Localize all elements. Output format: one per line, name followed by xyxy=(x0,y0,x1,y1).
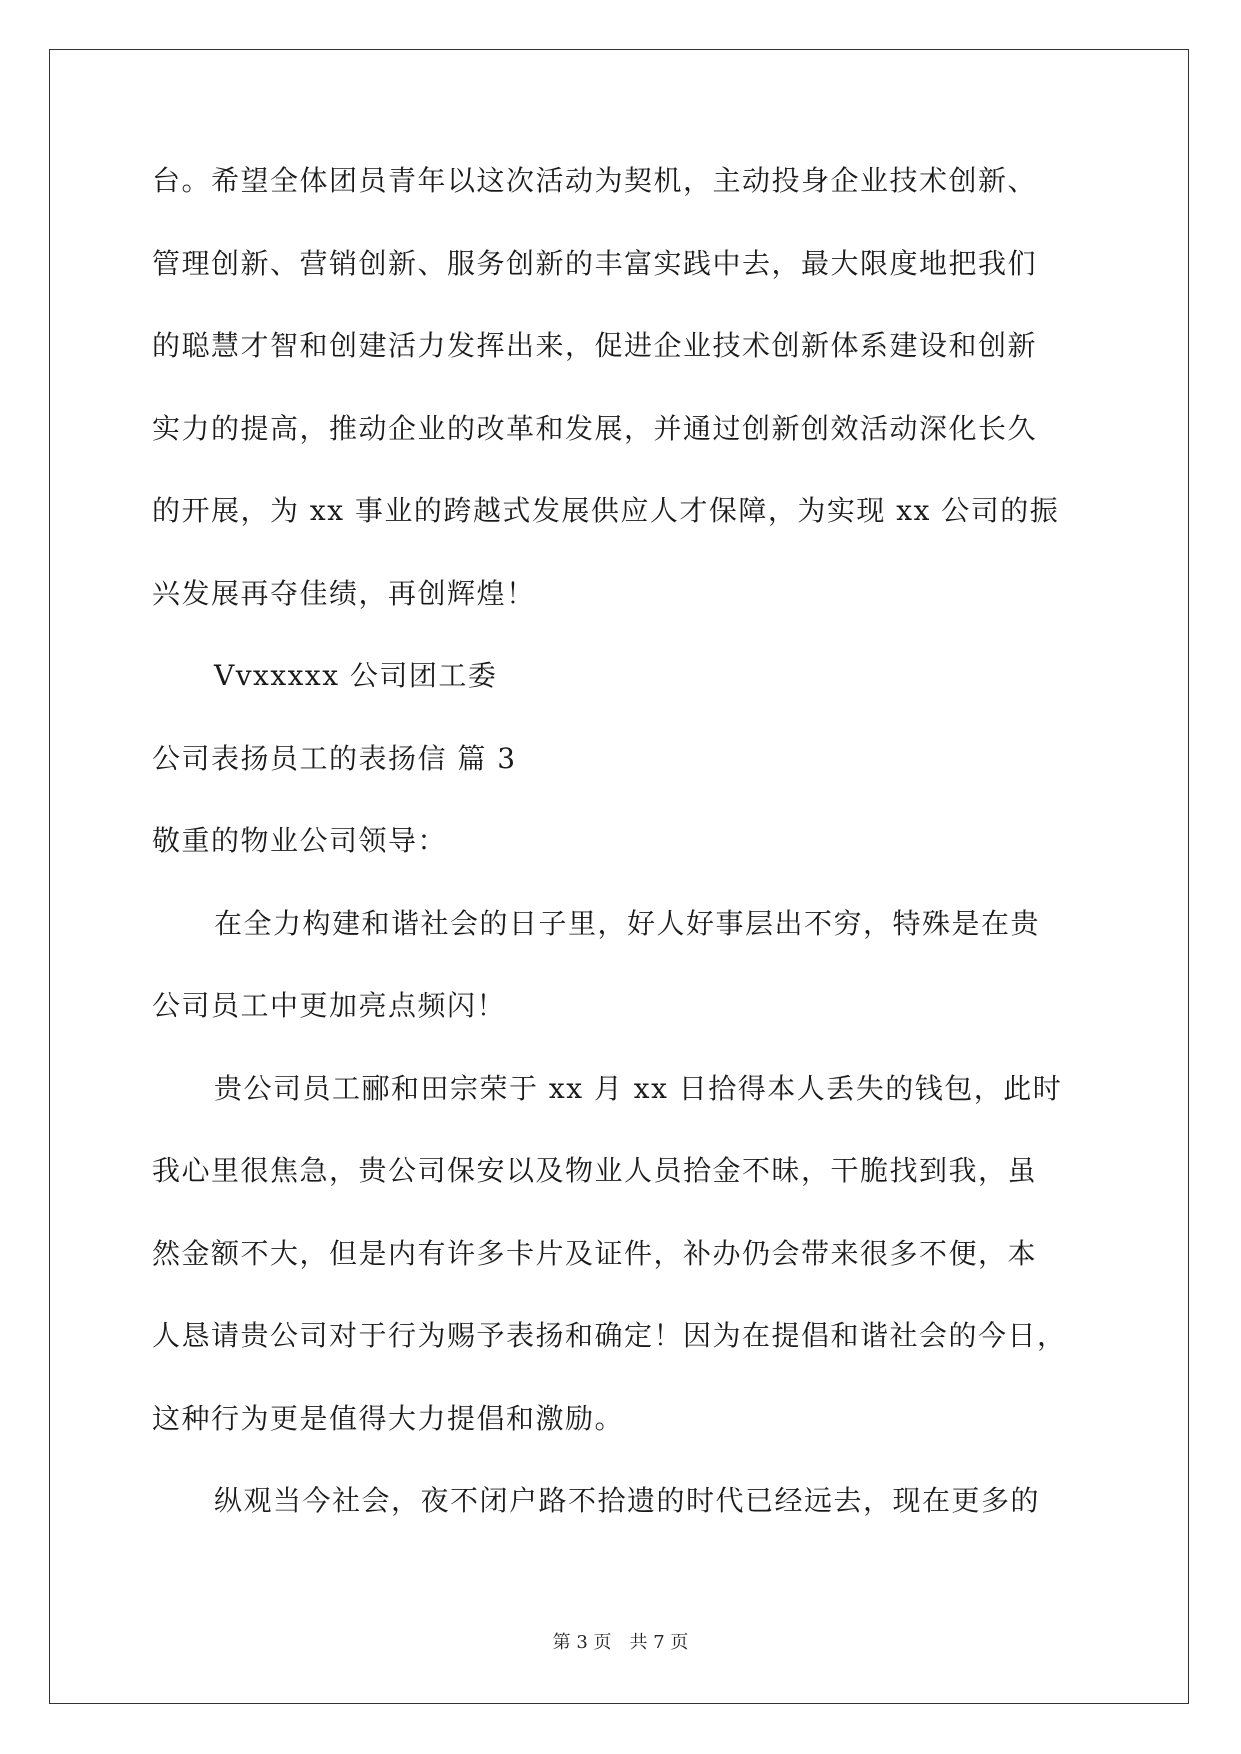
body-line: 实力的提高，推动企业的改革和发展，并通过创新创效活动深化长久 xyxy=(152,411,1038,445)
body-line: 管理创新、营销创新、服务创新的丰富实践中去，最大限度地把我们 xyxy=(152,246,1038,280)
page-number-total: 共 7 页 xyxy=(629,1632,689,1653)
page-footer xyxy=(0,1628,1241,1654)
body-line: 台。希望全体团员青年以这次活动为契机，主动投身企业技术创新、 xyxy=(152,164,1038,197)
body-line: 贵公司员工郦和田宗荣于 xx 月 xx 日拾得本人丢失的钱包，此时 xyxy=(214,1071,1063,1105)
body-line: 我心里很焦急，贵公司保安以及物业人员拾金不昧，干脆找到我，虽 xyxy=(152,1154,1038,1187)
body-line: 公司员工中更加亮点频闪！ xyxy=(152,989,507,1022)
body-line: 兴发展再夺佳绩，再创辉煌！ xyxy=(152,576,536,610)
salutation: 敬重的物业公司领导： xyxy=(152,824,448,857)
document-body xyxy=(152,140,1112,1543)
page-number-current: 第 3 页 xyxy=(552,1632,612,1653)
body-line: 人恳请贵公司对于行为赐予表扬和确定！因为在提倡和谐社会的今日， xyxy=(152,1319,1067,1352)
body-line: 这种行为更是值得大力提倡和激励。 xyxy=(152,1401,625,1435)
signature-line: Vvxxxxx 公司团工委 xyxy=(214,659,498,692)
section-heading: 公司表扬员工的表扬信 篇 3 xyxy=(152,741,517,775)
body-line: 纵观当今社会，夜不闭户路不拾遗的时代已经远去，现在更多的 xyxy=(214,1484,1041,1517)
body-line: 的开展，为 xx 事业的跨越式发展供应人才保障，为实现 xx 公司的振 xyxy=(152,494,1060,527)
body-line: 在全力构建和谐社会的日子里，好人好事层出不穷，特殊是在贵 xyxy=(214,906,1041,940)
body-line: 的聪慧才智和创建活力发挥出来，促进企业技术创新体系建设和创新 xyxy=(152,329,1038,362)
body-line: 然金额不大，但是内有许多卡片及证件，补办仍会带来很多不便，本 xyxy=(152,1236,1038,1270)
